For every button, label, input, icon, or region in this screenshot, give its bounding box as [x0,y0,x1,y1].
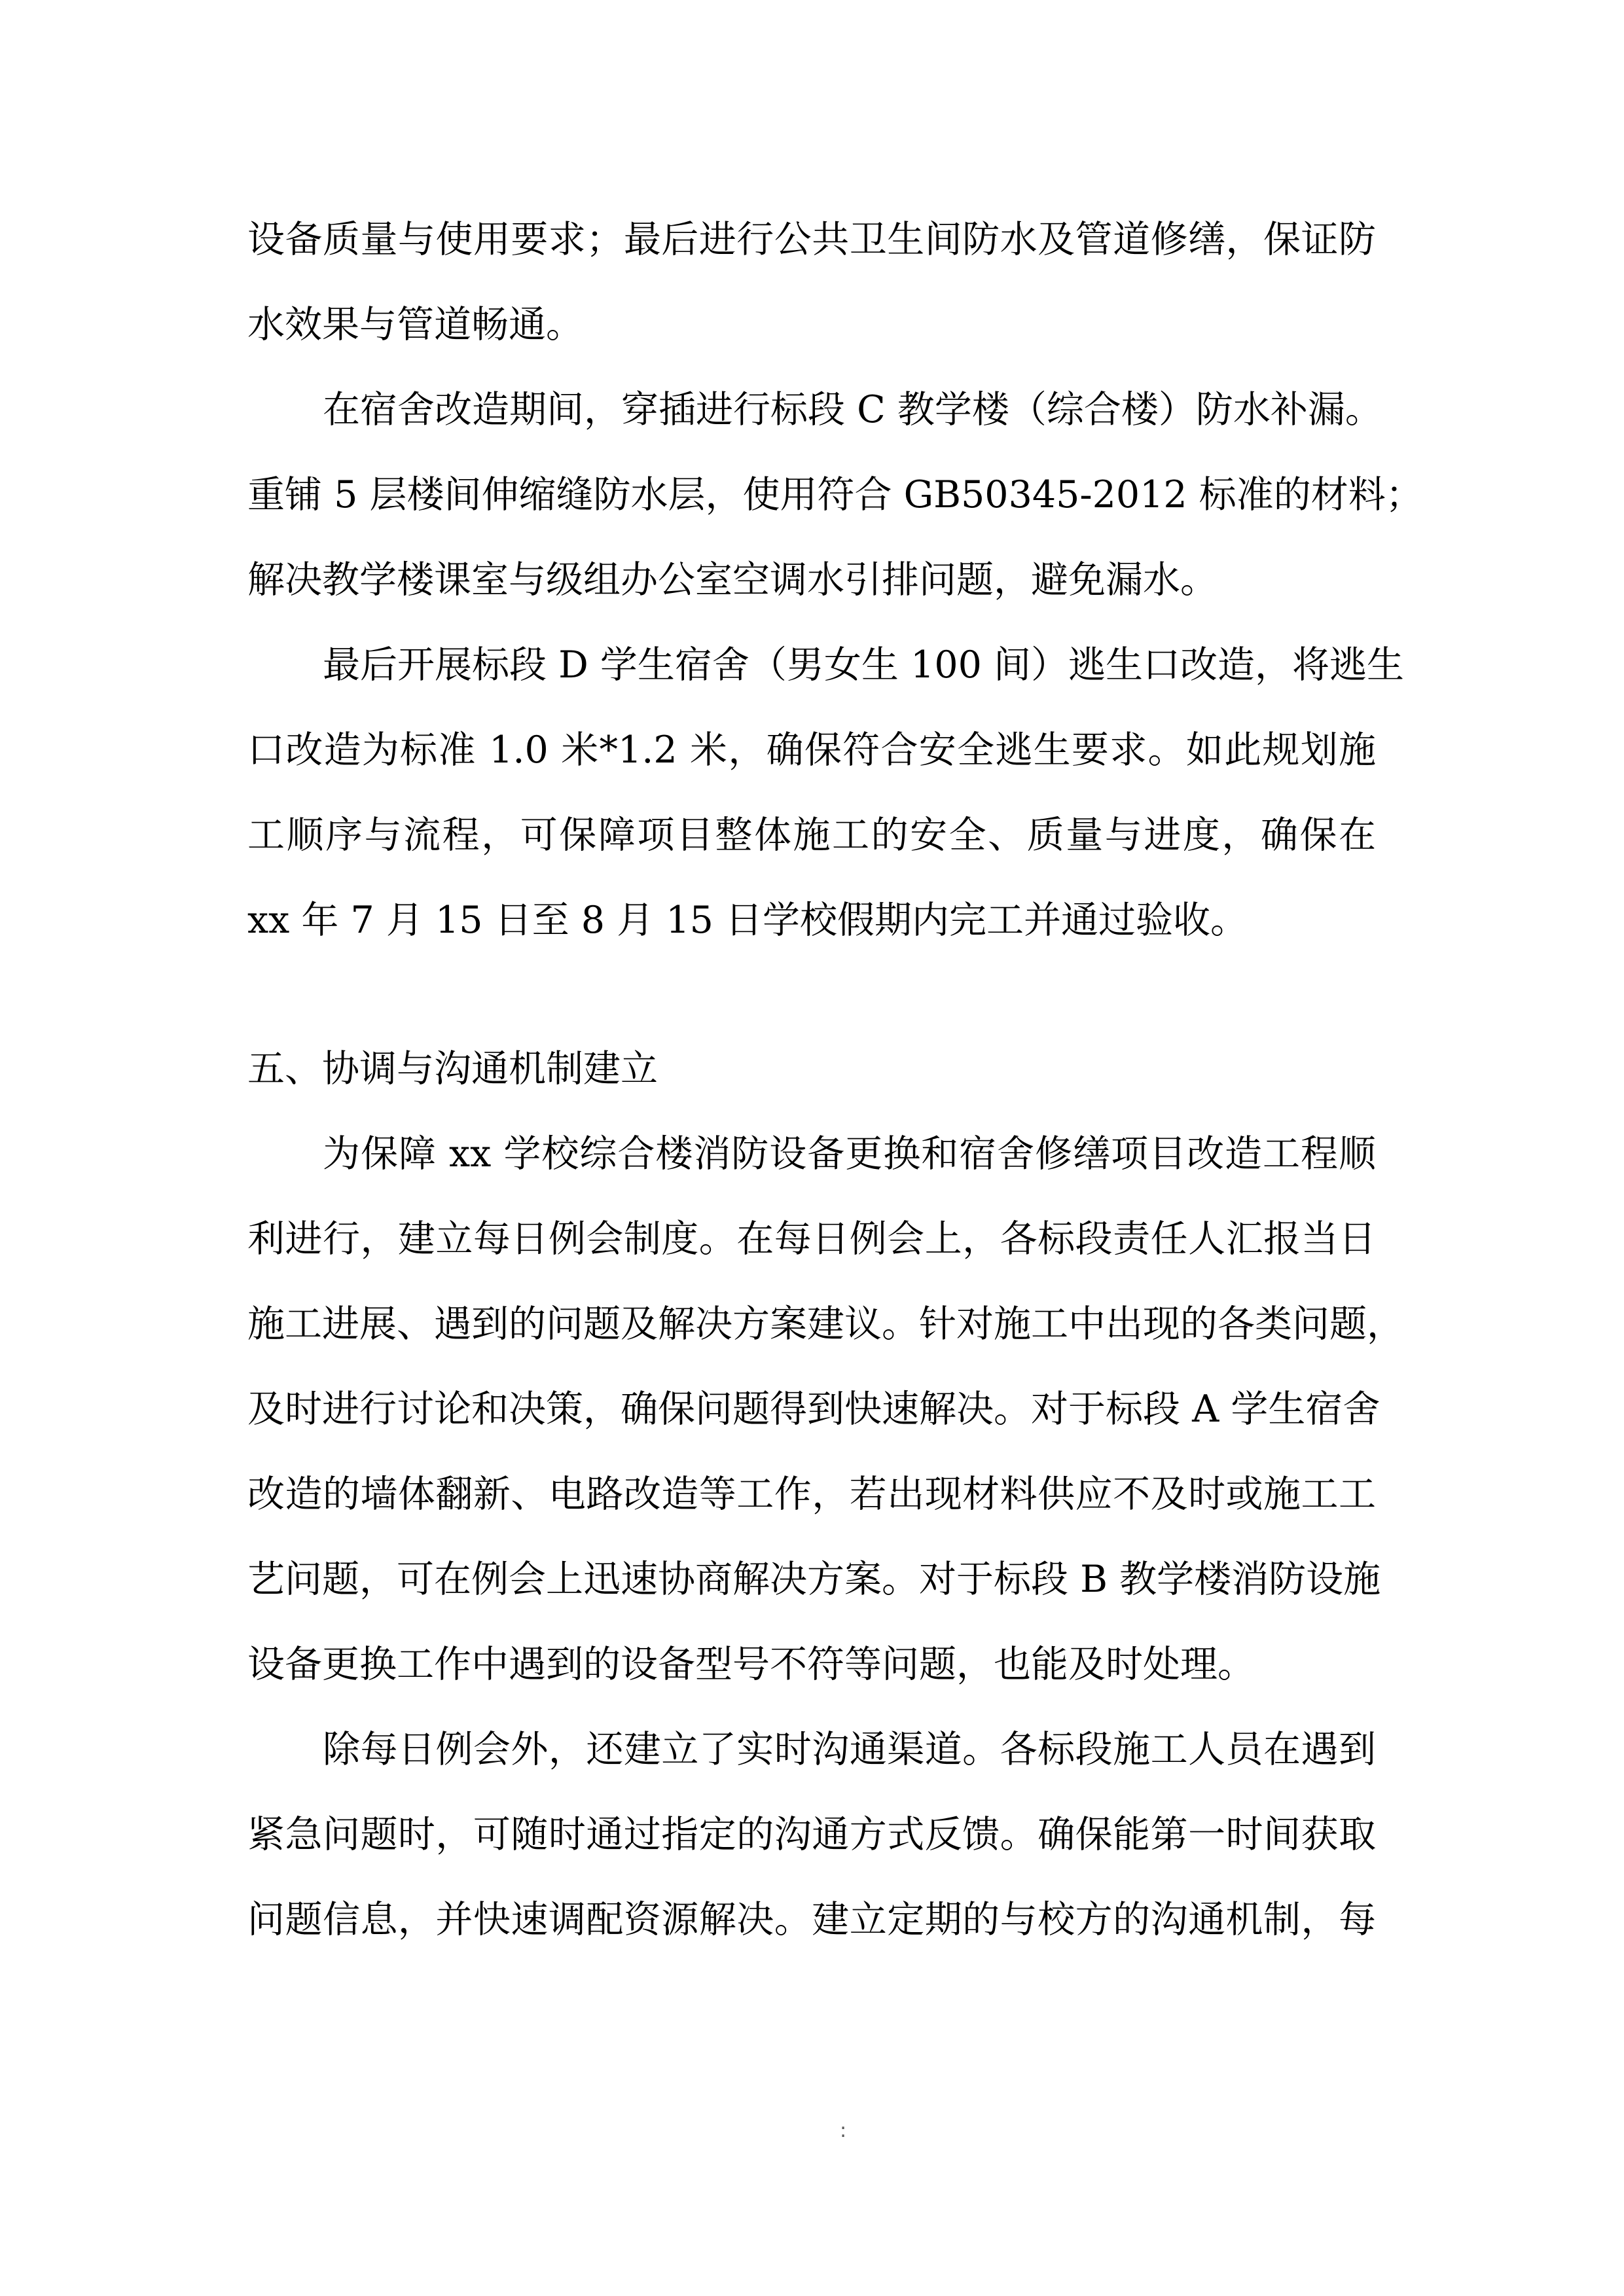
paragraph-line: 重铺 5 层楼间伸缩缝防水层，使用符合 GB50345-2012 标准的材料； [247,473,1423,516]
paragraph-line: 工顺序与流程，可保障项目整体施工的安全、质量与进度，确保在 [247,814,1376,857]
paragraph-line: 紧急问题时，可随时通过指定的沟通方式反馈。确保能第一时间获取 [247,1813,1376,1856]
paragraph-line: 利进行，建立每日例会制度。在每日例会上，各标段责任人汇报当日 [247,1217,1376,1261]
paragraph-line: 水效果与管道畅通。 [247,303,583,346]
paragraph-line: 改造的墙体翻新、电路改造等工作，若出现材料供应不及时或施工工 [247,1473,1376,1516]
paragraph-line: 艺问题，可在例会上迅速协商解决方案。对于标段 B 教学楼消防设施 [247,1558,1381,1601]
paragraph-line: 及时进行讨论和决策，确保问题得到快速解决。对于标段 A 学生宿舍 [247,1388,1380,1431]
paragraph-line: xx 年 7 月 15 日至 8 月 15 日学校假期内完工并通过验收。 [247,899,1248,942]
page-footer-mark: : [839,2119,847,2142]
paragraph-line: 除每日例会外，还建立了实时沟通渠道。各标段施工人员在遇到 [323,1728,1376,1771]
section-heading: 五、协调与沟通机制建立 [247,1047,658,1090]
paragraph-line: 施工进展、遇到的问题及解决方案建议。针对施工中出现的各类问题， [247,1302,1404,1346]
paragraph-line: 设备质量与使用要求；最后进行公共卫生间防水及管道修缮，保证防 [247,218,1376,261]
paragraph-line: 为保障 xx 学校综合楼消防设备更换和宿舍修缮项目改造工程顺 [323,1132,1376,1175]
paragraph-line: 最后开展标段 D 学生宿舍（男女生 100 间）逃生口改造，将逃生 [323,643,1404,687]
paragraph-line: 在宿舍改造期间，穿插进行标段 C 教学楼（综合楼）防水补漏。 [323,388,1382,431]
paragraph-line: 口改造为标准 1.0 米*1.2 米，确保符合安全逃生要求。如此规划施 [247,728,1376,772]
paragraph-line: 解决教学楼课室与级组办公室空调水引排问题，避免漏水。 [247,558,1218,601]
paragraph-line: 设备更换工作中遇到的设备型号不符等问题，也能及时处理。 [247,1643,1255,1686]
paragraph-line: 问题信息，并快速调配资源解决。建立定期的与校方的沟通机制，每 [247,1898,1376,1941]
